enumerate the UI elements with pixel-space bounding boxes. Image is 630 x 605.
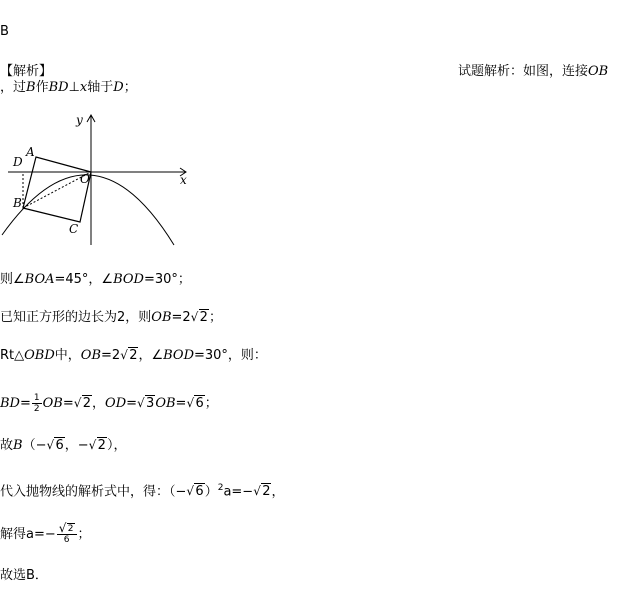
label-B: B (13, 196, 22, 210)
solution-intro (458, 64, 608, 80)
exponent: 2 (217, 483, 224, 493)
radicand: 2 (97, 438, 106, 453)
radicand: 6 (55, 438, 64, 453)
geometry-figure (0, 108, 200, 250)
solve-line (0, 524, 91, 545)
analysis-header: 【解析】 (0, 64, 53, 79)
sqrt (120, 348, 138, 364)
radicand: 3 (146, 396, 155, 411)
numerator: 1 (33, 393, 40, 403)
side-length-line (0, 310, 222, 326)
text: ，∠ (138, 348, 164, 363)
text: =45°，∠ (54, 272, 114, 287)
text: ； (208, 310, 222, 325)
square-OABC (23, 157, 91, 222)
text: ） (204, 484, 218, 500)
fraction (57, 524, 77, 545)
sqrt (74, 396, 92, 412)
solution-intro-text: 试题解析：如图，连接 (458, 64, 589, 79)
fraction (32, 393, 42, 414)
sqrt (191, 310, 209, 326)
sqrt (186, 484, 204, 500)
label-x: x (180, 173, 187, 187)
text: Rt△ (0, 348, 25, 363)
label-A: A (26, 145, 35, 159)
text: ， (271, 484, 285, 500)
var: BOD (163, 348, 194, 363)
text: ，过 (0, 80, 27, 95)
text: = (62, 396, 74, 411)
radicand: 6 (195, 484, 204, 500)
radicand: 2 (67, 524, 74, 534)
radicand: 2 (262, 484, 271, 500)
text: =2 (101, 348, 121, 363)
var: x (79, 80, 88, 95)
point-B-line (0, 438, 126, 454)
text: = (19, 396, 31, 411)
sqrt (46, 438, 64, 454)
sqrt (89, 438, 107, 454)
denominator: 6 (63, 535, 70, 545)
sqrt (186, 396, 204, 412)
text: 则∠ (0, 272, 25, 287)
var: OB (151, 310, 172, 325)
text: 作 (35, 80, 49, 95)
radicand: 2 (82, 396, 92, 411)
sqrt (137, 396, 155, 412)
var-OB: OB (588, 64, 609, 79)
var: B (13, 438, 23, 453)
text: 轴于 (87, 80, 114, 95)
construction-line (0, 80, 137, 96)
text: ， (92, 396, 106, 411)
var: OD (105, 396, 127, 411)
text: （− (22, 438, 47, 453)
substitution-line (0, 480, 285, 500)
text: ； (204, 396, 218, 411)
var: BD (0, 396, 20, 411)
text: =2 (171, 310, 191, 325)
var: BOD (113, 272, 144, 287)
var: OBD (24, 348, 55, 363)
sqrt (253, 484, 271, 500)
radicand: 6 (195, 396, 204, 411)
var: OB (80, 348, 102, 363)
numerator (57, 524, 77, 535)
var: OB (155, 396, 176, 411)
lengths-line (0, 393, 218, 414)
text: 中， (54, 348, 81, 363)
label-C: C (69, 222, 79, 236)
var: OB (42, 396, 63, 411)
angle-line (0, 272, 191, 288)
label-O: O (80, 172, 90, 186)
text: ）， (106, 438, 127, 453)
final-answer-line: 故选B． (0, 568, 48, 583)
label-D: D (13, 155, 23, 169)
text: 代入抛物线的解析式中，得：（− (0, 484, 187, 500)
sqrt (59, 524, 75, 534)
answer-letter: B (0, 24, 9, 39)
text: ⊥ (68, 80, 80, 95)
text: =30°，则： (194, 348, 267, 363)
radicand: 2 (199, 310, 208, 325)
text: = (175, 396, 187, 411)
text: a=− (223, 484, 254, 500)
text: ； (77, 527, 91, 542)
var: BD (48, 80, 69, 95)
text: 解得a=− (0, 527, 56, 542)
right-triangle-line (0, 348, 267, 364)
radicand: 2 (129, 348, 138, 363)
var: B (26, 80, 36, 95)
text: = (126, 396, 138, 411)
label-y: y (76, 113, 83, 127)
var: D (113, 80, 124, 95)
denominator: 2 (33, 404, 40, 414)
var: BOA (24, 272, 55, 287)
text: 已知正方形的边长为2，则 (0, 310, 152, 325)
text: =30°； (143, 272, 191, 287)
text: 故 (0, 438, 14, 453)
text: ，− (64, 438, 89, 453)
text: ； (123, 80, 137, 95)
